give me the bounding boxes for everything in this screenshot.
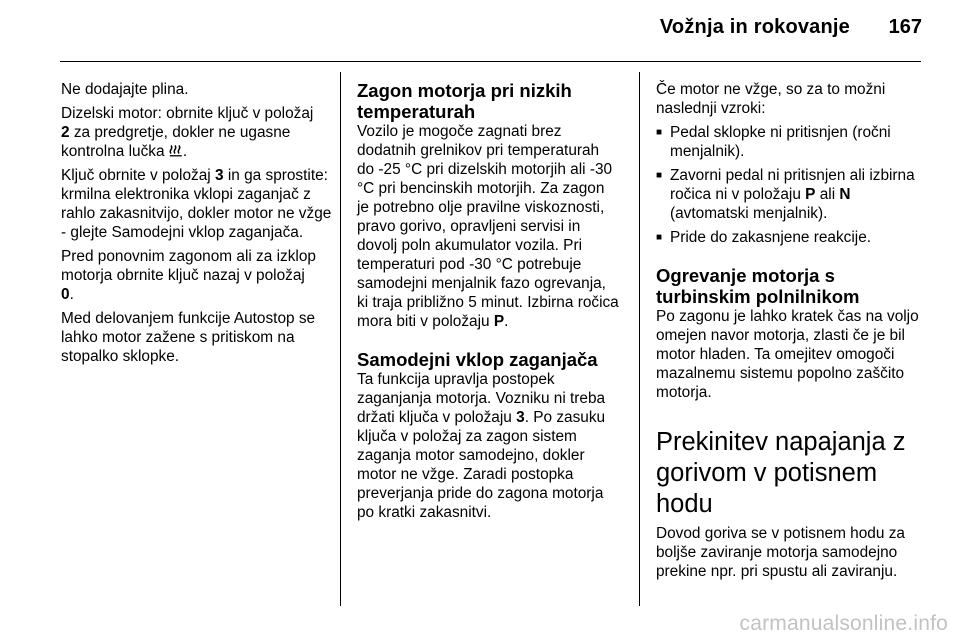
paragraph-autostop: Med delovanjem funkcije Autostop se lahko motor zažene s pritiskom na stopalko sklopke.: [61, 310, 316, 365]
list-item: ■ Pride do zakasnjene reakcije.: [656, 229, 872, 246]
paragraph-no-throttle: Ne dodajajte plina.: [61, 81, 189, 98]
list-item: ■ Pedal sklopke ni pritisnjen (ročni menjalnik).: [656, 124, 891, 160]
key-position-2: 2: [61, 124, 70, 141]
glow-plug-icon: [169, 144, 183, 157]
paragraph-cold-start: Vozilo je mogoče zagnati brez dodatnih grelnikov pri temperaturah do -25 °C pri dizelskih motorjih ali -30 °C pri bencinskih motorjih. Za zagon je potrebno olje pravilne viskoznosti, pravo gorivo, opravljeni servisi in dovolj poln akumulator vozila. Pri temperaturi pod -30 °C potrebuje samodejni menjalnik fazo ogrevanja, ki traja približno 5 minut. Izbirna ročica mora biti v položaju P.: [357, 123, 619, 330]
heading-fuel-cutoff: Prekinitev napajanja z gorivom v potisnem hodu: [656, 428, 906, 518]
page-number: 167: [888, 16, 922, 38]
key-position-3-mid: 3: [516, 409, 525, 426]
paragraph-fuel-cutoff: Dovod goriva se v potisnem hodu za boljše zaviranje motorja samodejno prekine npr. pri spustu ali zaviranju.: [656, 525, 905, 580]
selector-position-p: P: [805, 186, 816, 203]
bullet-icon: ■: [656, 127, 663, 138]
selector-position-p: P: [493, 313, 505, 330]
paragraph-auto-starter: Ta funkcija upravlja postopek zaganjanja motorja. Vozniku ni treba držati ključa v položaju 3. Po zasuku ključa v položaj za zagon sistem zaganja motor samodejno, dokler motor ne vžge. Zaradi postopka preverjanja pride do zagona motorja po kratki zakasnitvi.: [357, 371, 606, 521]
key-position-3: 3: [215, 167, 224, 184]
heading-turbo-warmup: Ogrevanje motorja s turbinskim polnilnikom: [656, 265, 860, 307]
column-middle: [357, 80, 619, 527]
list-item: ■ Zavorni pedal ni pritisnjen ali izbirna ročica ni v položaju P ali N (avtomatski menjalnik).: [656, 167, 915, 222]
key-position-0: 0: [61, 286, 70, 303]
paragraph-restart: Pred ponovnim zagonom ali za izklop motorja obrnite ključ nazaj v položaj 0.: [61, 248, 316, 303]
column-divider-right: [639, 72, 640, 606]
paragraph-causes-intro: Če motor ne vžge, so za to možni naslednji vzroki:: [656, 81, 886, 117]
column-divider-left: [340, 72, 341, 606]
header-rule: [60, 61, 921, 62]
heading-auto-starter: Samodejni vklop zaganjača: [357, 349, 598, 370]
column-left: [61, 80, 333, 371]
bullet-icon: ■: [656, 170, 663, 181]
running-header: Vožnja in rokovanje: [659, 16, 850, 38]
paragraph-turbo-warmup: Po zagonu je lahko kratek čas na voljo omejen navor motorja, zlasti če je bil motor hladen. Ta omejitev omogoči mazalnemu sistemu popolno zaščito motorja.: [656, 308, 919, 401]
paragraph-diesel-preheat: Dizelski motor: obrnite ključ v položaj 2 za predgretje, dokler ne ugasne kontrolna lučka .: [61, 105, 314, 160]
heading-cold-start: Zagon motorja pri nizkih temperaturah: [357, 80, 572, 122]
paragraph-key-position-3: Ključ obrnite v položaj 3 in ga sprostite: krmilna elektronika vklopi zaganjač z rahlo zakasnitvijo, dokler motor ne vžge - glejte Samodejni vklop zaganjača.: [61, 167, 332, 241]
bullet-icon: ■: [656, 232, 663, 243]
selector-position-n: N: [839, 186, 851, 203]
watermark: carmanualsonline.info: [739, 612, 948, 635]
column-right: [656, 80, 922, 586]
